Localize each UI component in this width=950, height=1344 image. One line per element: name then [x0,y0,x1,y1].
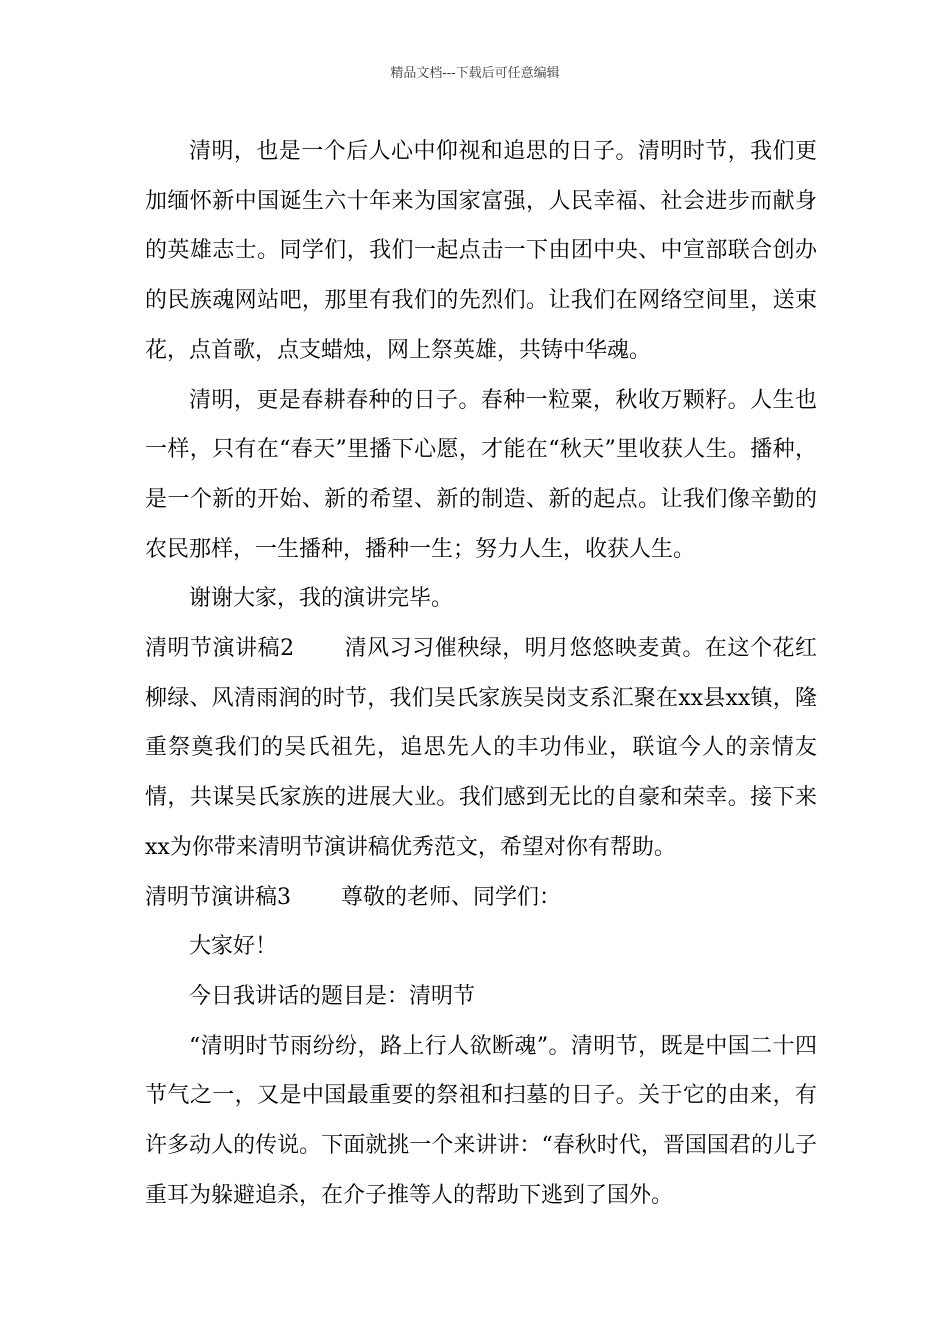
section-heading: 清明节演讲稿3 [145,884,291,910]
section-paragraph [145,624,817,873]
section-heading: 清明节演讲稿2 [145,636,295,662]
section-paragraph [145,873,817,923]
document-body [145,127,817,1220]
paragraph: 大家好！ [189,934,278,960]
paragraph: “清明时节雨纷纷，路上行人欲断魂”。清明节，既是中国二十四节气之一，又是中国最重要的祭祖和扫墓的日子。关于它的由来，有许多动人的传说。下面就挑一个来讲讲：“春秋时代，晋国国君的儿子重耳为躲避追杀，在介子推等人的帮助下逃到了国外。 [145,1033,817,1208]
section-text: 清风习习催秧绿，明月悠悠映麦黄。在这个花红柳绿、风清雨润的时节，我们吴氏家族吴岗支系汇聚在xx县xx镇，隆重祭奠我们的吴氏祖先，追思先人的丰功伟业，联谊今人的亲情友情，共谋吴氏家族的进展大业。我们感到无比的自豪和荣幸。接下来xx为你带来清明节演讲稿优秀范文，希望对你有帮助。 [145,636,817,860]
paragraph: 今日我讲话的题目是：清明节 [189,983,476,1009]
paragraph: 清明，也是一个后人心中仰视和追思的日子。清明时节，我们更加缅怀新中国诞生六十年来为国家富强，人民幸福、社会进步而献身的英雄志士。同学们，我们一起点击一下由团中央、中宣部联合创办的民族魂网站吧，那里有我们的先烈们。让我们在网络空间里，送束花，点首歌，点支蜡烛，网上祭英雄，共铸中华魂。 [145,139,817,363]
paragraph: 清明，更是春耕春种的日子。春种一粒粟，秋收万颗籽。人生也一样，只有在“春天”里播下心愿，才能在“秋天”里收获人生。播种，是一个新的开始、新的希望、新的制造、新的起点。让我们像辛勤的农民那样，一生播种，播种一生；努力人生，收获人生。 [145,387,817,562]
paragraph: 谢谢大家，我的演讲完毕。 [189,586,454,612]
page-header: 精品文档---下载后可任意编辑 [390,66,560,81]
section-text: 尊敬的老师、同学们： [341,884,562,910]
